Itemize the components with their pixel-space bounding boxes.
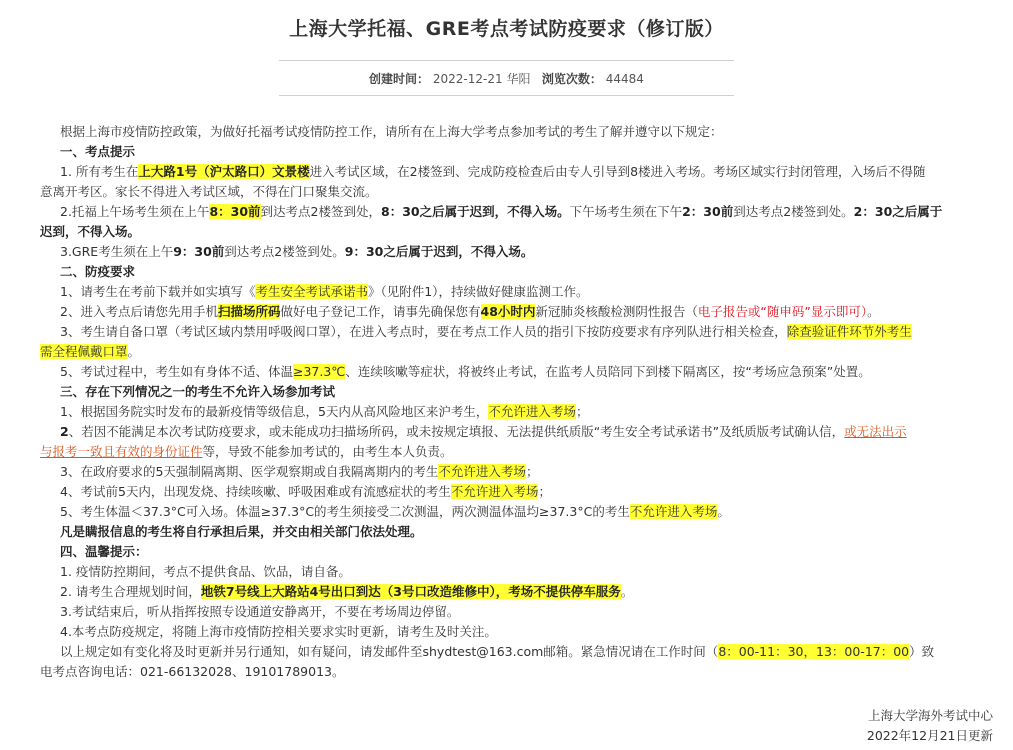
views-label: 浏览次数： xyxy=(541,72,602,86)
section-heading: 三、存在下列情况之一的考生不允许入场参加考试 xyxy=(60,384,336,399)
paragraph-continued: 迟到，不得入场。 xyxy=(40,224,141,239)
paragraph-continued: 意离开考区。家长不得进入考试区域，不得在门口聚集交流。 xyxy=(40,184,378,199)
paragraph: 3、在政府要求的5天强制隔离期、医学观察期或自我隔离期内的考生不允许进入考场； xyxy=(60,464,539,479)
paragraph: 1、请考生在考前下载并如实填写《考生安全考试承诺书》（见附件1），持续做好健康监测工作。 xyxy=(60,284,589,299)
section-heading: 一、考点提示 xyxy=(60,144,136,159)
paragraph: 1、根据国务院实时发布的最新疫情等级信息，5天内从高风险地区来沪考生，不允许进入考场； xyxy=(60,404,589,419)
page-title: 上海大学托福、GRE考点考试防疫要求（修订版） xyxy=(289,18,724,40)
paragraph: 2.托福上午场考生须在上午8：30前到达考点2楼签到处，8：30之后属于迟到，不得入场。下午场考生须在下午2：30前到达考点2楼签到处。2：30之后属于 xyxy=(60,204,943,219)
views-value: 44484 xyxy=(605,72,644,86)
paragraph: 3.GRE考生须在上午9：30前到达考点2楼签到处。9：30之后属于迟到，不得入场。 xyxy=(60,244,534,259)
section-heading: 四、温馨提示： xyxy=(60,544,148,559)
paragraph: 2、进入考点后请您先用手机扫描场所码做好电子登记工作，请事先确保您有48小时内新冠肺炎核酸检测阴性报告（电子报告或“随申码”显示即可）。 xyxy=(60,304,880,319)
created-value: 2022-12-21 华阳 xyxy=(432,72,531,86)
paragraph: 4.本考点防疫规定，将随上海市疫情防控相关要求实时更新，请考生及时关注。 xyxy=(60,624,497,639)
paragraph-continued: 与报考一致且有效的身份证件等，导致不能参加考试的，由考生本人负责。 xyxy=(40,444,453,459)
closing-paragraph: 以上规定如有变化将及时更新并另行通知，如有疑问，请发邮件至shydtest@163.com邮箱。紧急情况请在工作时间（8：00-11：30，13：00-17：00）致 xyxy=(60,644,935,659)
paragraph: 3.考试结束后，听从指挥按照专设通道安静离开，不要在考场周边停留。 xyxy=(60,604,460,619)
paragraph: 1. 所有考生在上大路1号（沪太路口）文景楼进入考试区域，在2楼签到、完成防疫检查后由专人引导到8楼进入考场。考场区域实行封闭管理，入场后不得随 xyxy=(60,164,926,179)
footer-date: 2022年12月21日更新 xyxy=(866,728,993,743)
paragraph-continued: 电考点咨询电话：021-66132028、19101789013。 xyxy=(40,664,345,679)
divider xyxy=(279,60,734,61)
article-body xyxy=(40,122,984,682)
article-meta xyxy=(0,70,1013,87)
paragraph: 5、考试过程中，考生如有身体不适、体温≥37.3℃、连续咳嗽等症状，将被终止考试，在监考人员陪同下到楼下隔离区，按“考场应急预案”处置。 xyxy=(60,364,871,379)
created-label: 创建时间： xyxy=(369,72,430,86)
paragraph-continued: 需全程佩戴口罩。 xyxy=(40,344,141,359)
footer-organization: 上海大学海外考试中心 xyxy=(867,708,993,723)
intro-paragraph: 根据上海市疫情防控政策，为做好托福考试疫情防控工作，请所有在上海大学考点参加考试的考生了解并遵守以下规定： xyxy=(60,124,723,139)
paragraph: 2. 请考生合理规划时间，地铁7号线上大路站4号出口到达（3号口改造维修中），考场不提供停车服务。 xyxy=(60,584,634,599)
divider xyxy=(279,95,734,96)
paragraph: 4、考试前5天内，出现发烧、持续咳嗽、呼吸困难或有流感症状的考生不允许进入考场； xyxy=(60,484,551,499)
paragraph: 1. 疫情防控期间，考点不提供食品、饮品，请自备。 xyxy=(60,564,351,579)
paragraph: 2、若因不能满足本次考试防疫要求，或未能成功扫描场所码，或未按规定填报、无法提供纸质版“考生安全考试承诺书”及纸质版考试确认信，或无法出示 xyxy=(60,424,907,439)
section-heading: 二、防疫要求 xyxy=(60,264,136,279)
paragraph: 5、考生体温＜37.3°C可入场。体温≥37.3°C的考生须接受二次测温，两次测温体温均≥37.3°C的考生不允许进入考场。 xyxy=(60,504,730,519)
paragraph: 3、考生请自备口罩（考试区域内禁用呼吸阀口罩），在进入考点时，要在考点工作人员的指引下按防疫要求有序列队进行相关检查，除查验证件环节外考生 xyxy=(60,324,912,339)
warning-paragraph: 凡是瞒报信息的考生将自行承担后果，并交由相关部门依法处理。 xyxy=(60,524,423,539)
